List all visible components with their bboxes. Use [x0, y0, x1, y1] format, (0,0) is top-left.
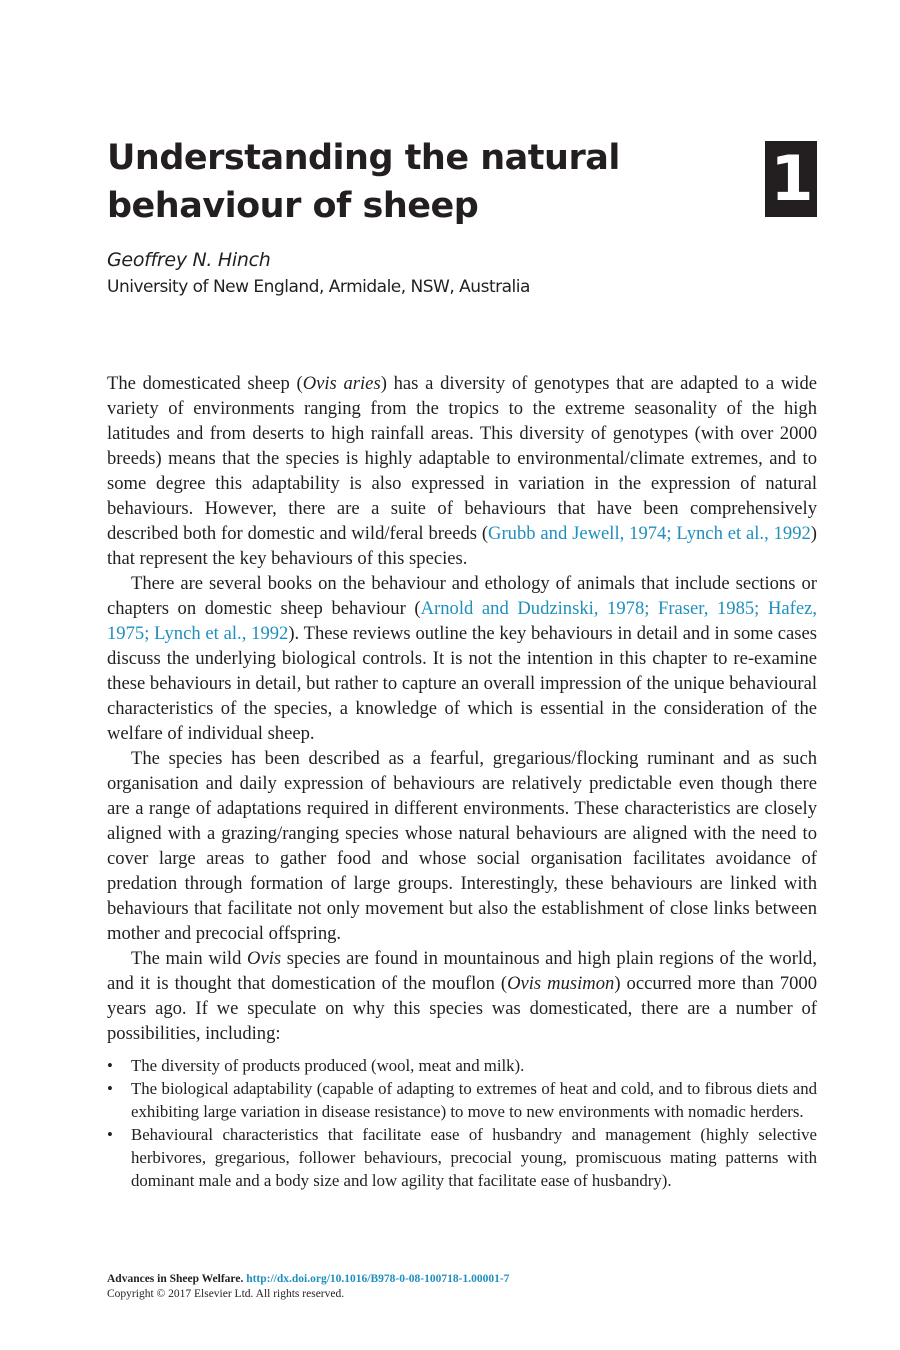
species-name: Ovis — [247, 948, 282, 969]
doi-link[interactable]: http://dx.doi.org/10.1016/B978-0-08-100718-1.00001-7 — [246, 1273, 510, 1285]
author-name: Geoffrey N. Hinch — [107, 249, 271, 271]
list-item-text: Behavioural characteristics that facilitate ease of husbandry and management (highly selective herbivores, gregarious, follower behaviours, precocial young, promiscuous mating patterns with dominant male and a body size and low agility that facilitate ease of husbandry). — [131, 1125, 817, 1190]
book-title: Advances in Sheep Welfare — [107, 1273, 241, 1285]
text: species are found in mountainous and high plain regions of the world, and it is thought that domestication of the mouflon ( — [107, 948, 817, 994]
separator: . — [240, 1273, 247, 1285]
species-name: Ovis musimon — [507, 973, 615, 994]
paragraph-3 — [107, 746, 817, 946]
text: ) has a diversity of genotypes that are adapted to a wide variety of environments ranging from the tropics to the extreme seasonality of the high latitudes and from deserts to high rainfall areas. This diversity of genotypes (with over 2000 breeds) means that the species is highly adaptable to environmental/climate extremes, and to some degree this adaptability is also expressed in variation in the expression of natural behaviours. However, there are a suite of behaviours that have been comprehensively described both for domestic and wild/feral breeds ( — [107, 373, 817, 544]
text: The domesticated sheep ( — [107, 373, 303, 394]
list-item-text: The diversity of products produced (wool, meat and milk). — [131, 1056, 525, 1075]
bullet-list — [107, 1054, 817, 1192]
bullet-icon: • — [107, 1079, 113, 1098]
text: ) that represent the key behaviours of this species. — [107, 523, 817, 569]
text: The main wild — [131, 948, 248, 969]
copyright-notice: Copyright © 2017 Elsevier Ltd. All rights reserved. — [107, 1288, 345, 1300]
bullet-icon: • — [107, 1056, 113, 1075]
text: ) occurred more than 7000 years ago. If we speculate on why this species was domesticated, there are a number of possibilities, including: — [107, 973, 817, 1044]
chapter-title-line-1: Understanding the natural — [107, 138, 620, 178]
text: There are several books on the behaviour and ethology of animals that include sections or chapters on domestic sheep behaviour ( — [107, 573, 817, 619]
page-footer — [107, 1272, 509, 1302]
paragraph-4 — [107, 946, 817, 1046]
text: The species has been described as a fearful, gregarious/flocking ruminant and as such organisation and daily expression of behaviours are relatively predictable even though there are a range of adaptations required in different environments. These characteristics are closely aligned with a grazing/ranging species whose natural behaviours are aligned with the need to cover large areas to gather food and whose social organisation facilitates avoidance of predation through formation of large groups. Interestingly, these behaviours are linked with behaviours that facilitate not only movement but also the establishment of close links between mother and precocial offspring. — [107, 748, 817, 944]
footer-citation-line — [107, 1272, 509, 1287]
paragraph-1 — [107, 371, 817, 571]
list-item — [107, 1123, 817, 1192]
chapter-title-line-2: behaviour of sheep — [107, 186, 479, 226]
list-item — [107, 1077, 817, 1123]
list-item — [107, 1054, 817, 1077]
text: ). These reviews outline the key behaviours in detail and in some cases discuss the underlying biological controls. It is not the intention in this chapter to re-examine these behaviours in detail, but rather to capture an overall impression of the unique behavioural characteristics of the species, a knowledge of which is essential in the consideration of the welfare of individual sheep. — [107, 623, 817, 744]
chapter-number-badge: 1 — [765, 141, 817, 217]
paragraph-2 — [107, 571, 817, 746]
chapter-title — [107, 134, 707, 230]
citation-link[interactable]: Arnold and Dudzinski, 1978; Fraser, 1985; Hafez, 1975; Lynch et al., 1992 — [107, 598, 817, 644]
citation-link[interactable]: Grubb and Jewell, 1974; Lynch et al., 1992 — [488, 523, 811, 544]
species-name: Ovis aries — [302, 373, 381, 394]
chapter-body — [107, 371, 817, 1192]
list-item-text: The biological adaptability (capable of adapting to extremes of heat and cold, and to fibrous diets and exhibiting large variation in disease resistance) to move to new environments with nomadic herders. — [131, 1079, 817, 1121]
bullet-icon: • — [107, 1125, 113, 1144]
author-affiliation: University of New England, Armidale, NSW, Australia — [107, 277, 530, 297]
